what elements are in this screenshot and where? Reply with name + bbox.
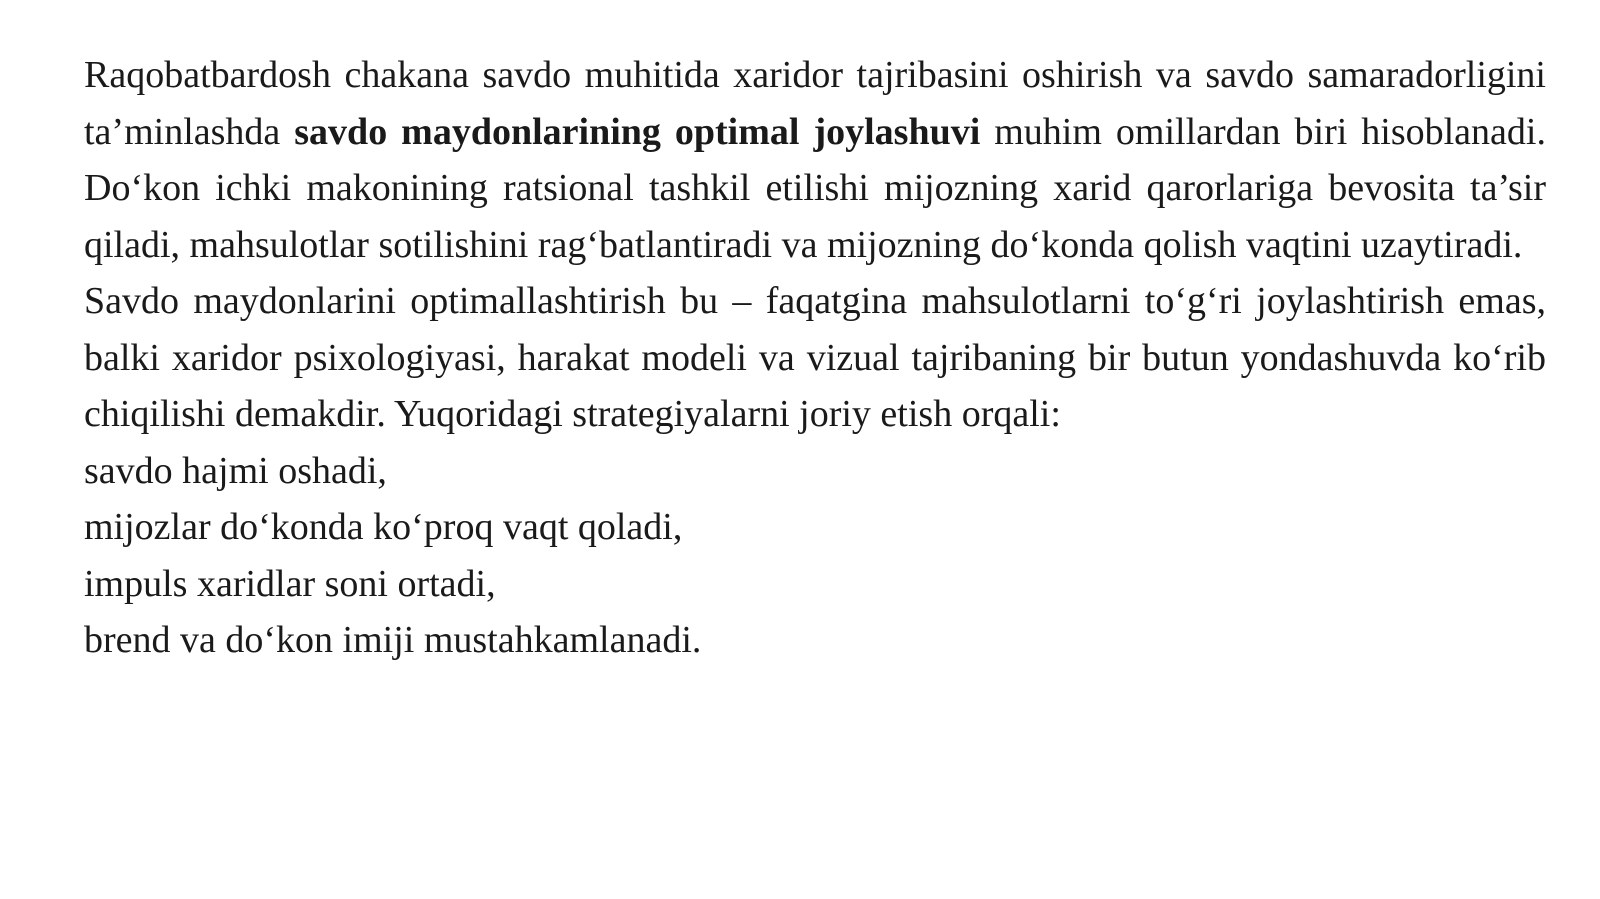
paragraph-intro-highlight: savdo maydonlarining optimal joylashuvi [294,110,981,153]
result-line-3: impuls xaridlar soni ortadi, [84,562,496,605]
paragraph-intro [84,47,1546,273]
result-line-2: mijozlar do‘konda ko‘proq vaqt qoladi, [84,506,683,548]
result-line-4: brend va do‘kon imiji mustahkamlanadi. [84,619,702,661]
result-line-1: savdo hajmi oshadi, [84,449,387,492]
paragraph-intro-text-start: Raqobatbardosh chakana savdo muhitida xaridor tajribasini oshirish va savdo samaradorligini ta’minlashda [84,54,1546,153]
paragraph-intro-text-end: muhim omillardan biri hisoblanadi. Do‘kon ichki makonining ratsional tashkil etilishi mijozning xarid qarorlariga bevosita ta’sir qiladi, mahsulotlar sotilishini rag‘batlantiradi va mijozning do‘konda qolish vaqtini uzaytiradi. [84,110,1546,266]
paragraph-optimization: Savdo maydonlarini optimallashtirish bu – faqatgina mahsulotlarni to‘g‘ri joylashtirish emas, balki xaridor psixologiyasi, harakat modeli va vizual tajribaning bir butun yondashuvda ko‘rib chiqilishi demakdir. Yuqoridagi strategiyalarni joriy etish orqali: [84,280,1546,435]
text-body [84,47,1546,669]
